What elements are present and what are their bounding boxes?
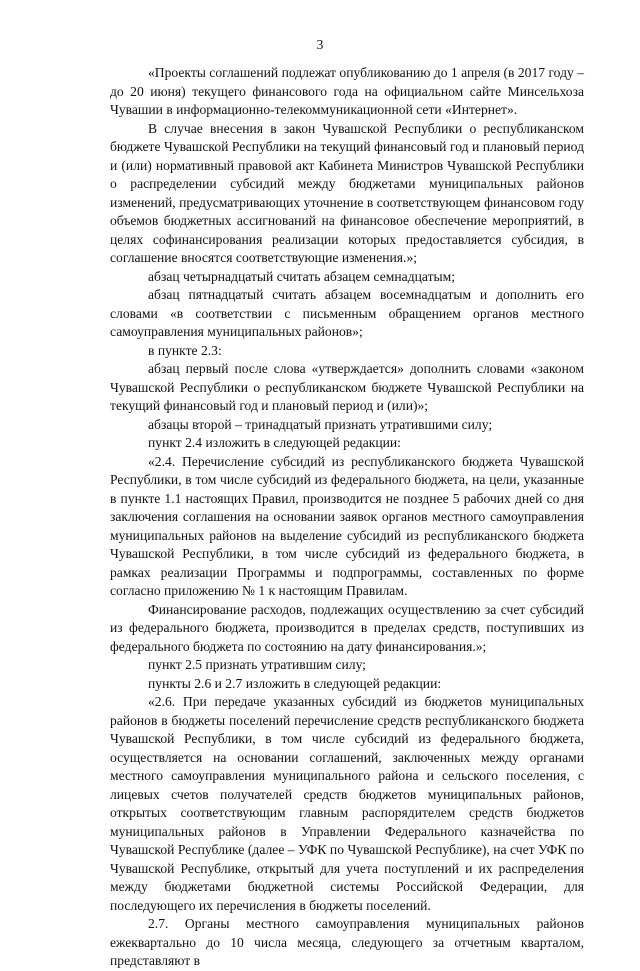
- paragraph-first-after-word: абзац первый после слова «утверждается» дополнить словами «законом Чувашской Республики о республиканском бюджете Чувашской Республики на текущий финансовый год и плановый период и (или)»;: [110, 361, 584, 413]
- paragraph-point-2-7-text: 2.7. Органы местного самоуправления муниципальных районов ежеквартально до 10 числа месяца, следующего за отчетным кварталом, представляют в: [110, 916, 584, 968]
- paragraph-point-2-3: в пункте 2.3:: [148, 342, 222, 358]
- paragraph-fifteenth-to-eighteenth: абзац пятнадцатый считать абзацем восемнадцатым и дополнить его словами «в соответствии с письменным обращением органов местного самоуправления муниципальных районов»;: [110, 287, 584, 339]
- paragraph-point-2-6-text: «2.6. При передаче указанных субсидий из бюджетов муниципальных районов в бюджеты поселений перечисление средств республиканского бюджета Чувашской Республики, в том числе субсидий из федерального бюджета, осуществляется на основании соглашений, заключенных между органами местного самоуправления муниципального района и сельского поселения, с лицевых счетов получателей средств бюджетов муниципальных районов, открытых соответствующим главным распорядителем средств бюджетов муниципальных районов в Управлении Федерального казначейства по Чувашской Республике (далее – УФК по Чувашской Республике), на счет УФК по Чувашской Республике, открытый для учета поступлений и их распределения между бюджетами бюджетной системы Российской Федерации, для последующего их перечисления в бюджеты поселений.: [110, 694, 584, 913]
- page-number: 3: [316, 37, 324, 52]
- paragraph-project-agreements: «Проекты соглашений подлежат опубликованию до 1 апреля (в 2017 году – до 20 июня) текущего финансового года на официальном сайте Минсельхоза Чувашии в информационно-телекоммуникационной сети «Интернет».: [110, 65, 584, 117]
- paragraph-second-to-thirteenth: абзацы второй – тринадцатый признать утратившими силу;: [148, 416, 493, 432]
- paragraph-financing-expenses: Финансирование расходов, подлежащих осуществлению за счет субсидий из федерального бюджета, производится в пределах средств, поступивших из федерального бюджета по состоянию на дату финансирования.»;: [110, 601, 584, 654]
- paragraph-fourteenth-to-seventeenth: абзац четырнадцатый считать абзацем семнадцатым;: [148, 268, 456, 284]
- paragraph-point-2-5: пункт 2.5 признать утратившим силу;: [148, 657, 366, 672]
- paragraph-point-2-4-intro: пункт 2.4 изложить в следующей редакции:: [148, 435, 401, 450]
- paragraph-point-2-4-text: «2.4. Перечисление субсидий из республиканского бюджета Чувашской Республики, в том числе субсидий из федерального бюджета, на цели, указанные в пункте 1.1 настоящих Правил, производится не позднее 5 рабочих дней со дня заключения соглашения на основании заявок органов местного самоуправления муниципальных районов на выделение субсидий из республиканского бюджета Чувашской Республики, в том числе субсидий из федерального бюджета, в рамках реализации Программы и подпрограммы, составленных по форме согласно приложению № 1 к настоящим Правилам.: [110, 453, 584, 598]
- paragraph-budget-law-changes: В случае внесения в закон Чувашской Республики о республиканском бюджете Чувашской Республики на текущий финансовый год и плановый период и (или) нормативный правовой акт Кабинета Министров Чувашской Республики о распределении субсидий между бюджетами муниципальных районов изменений, предусматривающих уточнение в соответствующем финансовом году объемов бюджетных ассигнований на финансовое обеспечение мероприятий, в целях софинансирования реализации которых предоставляется субсидия, в соглашение вносятся соответствующие изменения.»;: [110, 120, 584, 265]
- document-body: [110, 64, 584, 971]
- paragraph-points-2-6-2-7-intro: пункты 2.6 и 2.7 изложить в следующей редакции:: [148, 675, 442, 691]
